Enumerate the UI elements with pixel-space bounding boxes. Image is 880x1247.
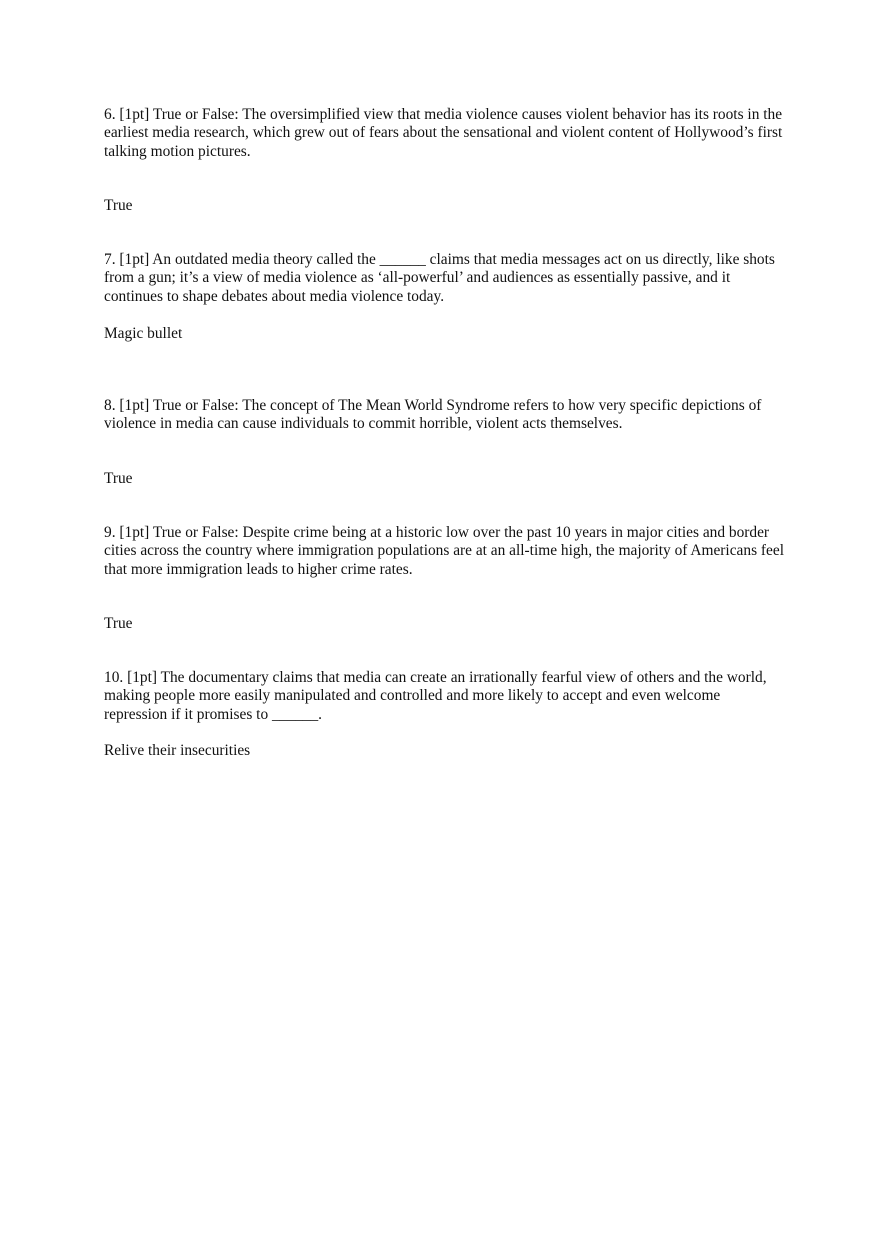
answer-6: True (104, 197, 133, 214)
answer-7: Magic bullet (104, 325, 183, 342)
answer-8: True (104, 470, 133, 487)
question-8: 8. [1pt] True or False: The concept of The Mean World Syndrome refers to how very specific depictions of violence in media can cause individuals to commit horrible, violent acts themselves. (104, 397, 762, 433)
answer-10: Relive their insecurities (104, 742, 251, 759)
answer-9: True (104, 615, 133, 632)
question-9: 9. [1pt] True or False: Despite crime being at a historic low over the past 10 years in major cities and border cities across the country where immigration populations are at an all-time high, the majority of Americans feel that more immigration leads to higher crime rates. (104, 524, 784, 578)
question-7: 7. [1pt] An outdated media theory called the ______ claims that media messages act on us directly, like shots from a gun; it’s a view of media violence as ‘all-powerful’ and audiences as essentially passive, and it continues to shape debates about media violence today. (104, 251, 775, 305)
question-6: 6. [1pt] True or False: The oversimplified view that media violence causes violent behavior has its roots in the earliest media research, which grew out of fears about the sensational and violent content of Hollywood’s first talking motion pictures. (104, 106, 783, 160)
question-10: 10. [1pt] The documentary claims that media can create an irrationally fearful view of others and the world, making people more easily manipulated and controlled and more likely to accept and even welcome repression if it promises to ______. (104, 669, 767, 723)
